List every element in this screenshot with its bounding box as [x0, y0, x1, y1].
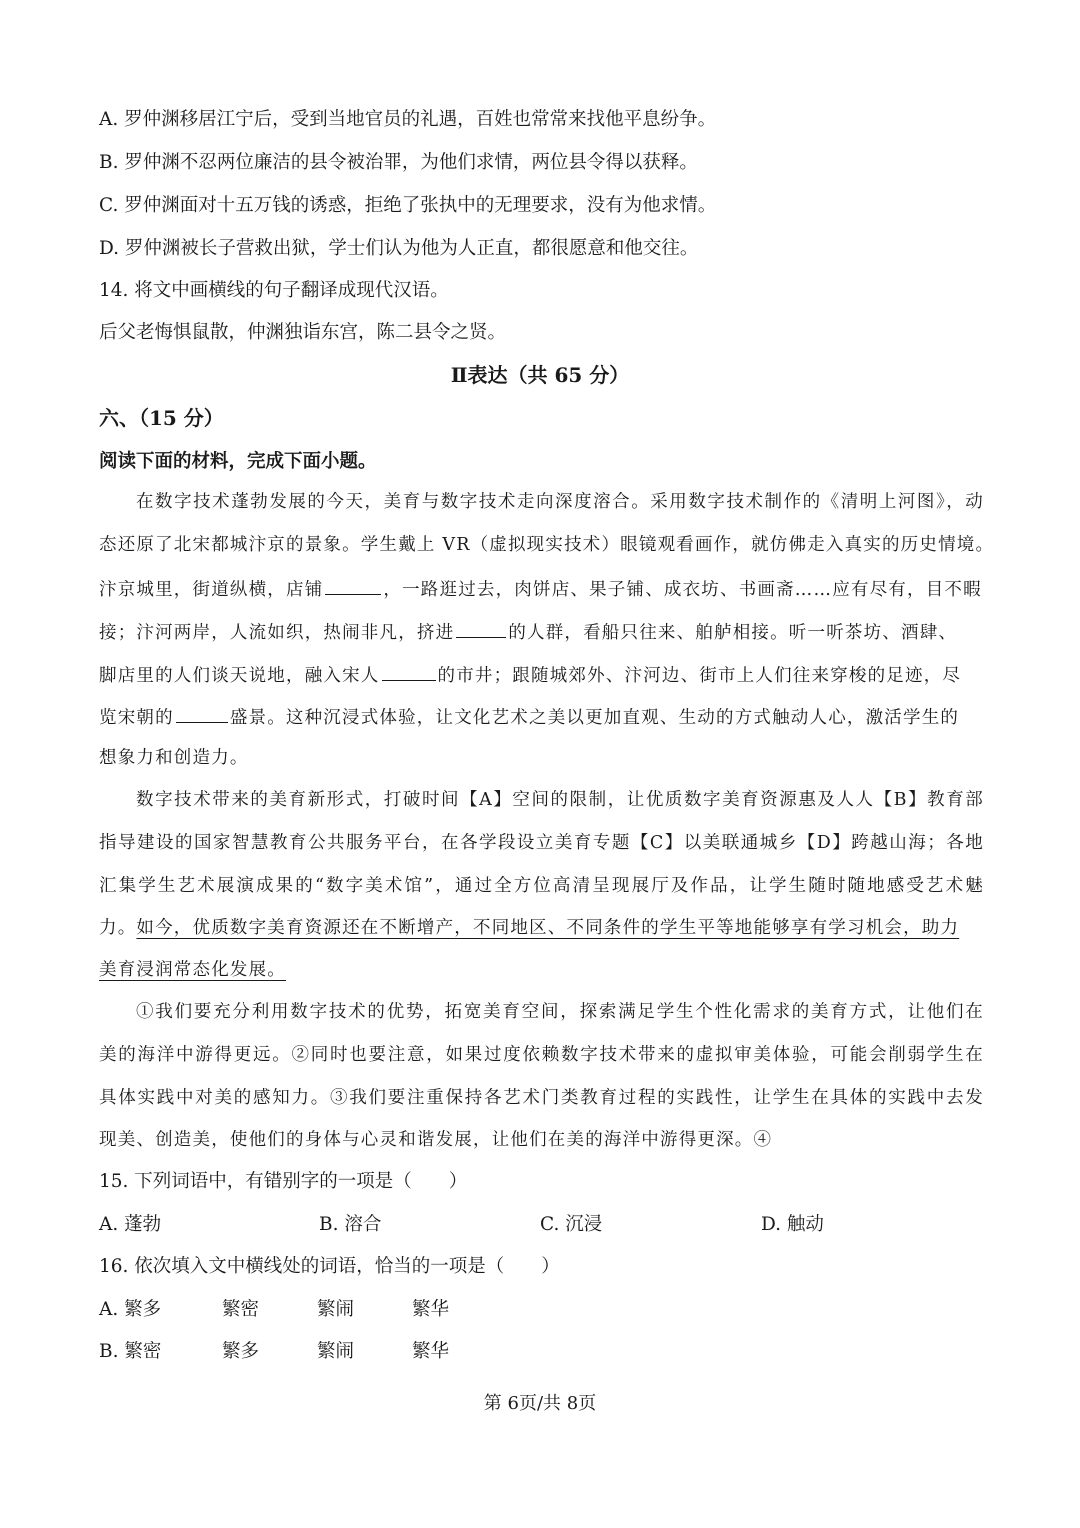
page-footer: 第 6页/共 8页 [483, 1393, 597, 1414]
passage-text: 汴京城里，街道纵横，店铺 [99, 580, 324, 600]
q13-option-d: D. 罗仲渊被长子营救出狱，学士们认为他为人正直，都很愿意和他交往。 [99, 238, 699, 259]
q13-option-a: A. 罗仲渊移居江宁后，受到当地官员的礼遇，百姓也常常来找他平息纷争。 [99, 109, 717, 130]
passage-text: 力。 [99, 918, 137, 938]
part2-title: Ⅱ表达（共 65 分） [450, 363, 630, 387]
q14-prompt: 14. 将文中画横线的句子翻译成现代汉语。 [99, 280, 449, 301]
q13-option-c: C. 罗仲渊面对十五万钱的诱惑，拒绝了张执中的无理要求，没有为他求情。 [99, 195, 717, 216]
q15-option-a: A. 蓬勃 [99, 1214, 162, 1235]
q16-b-word-3: 繁闹 [317, 1341, 355, 1362]
q15-option-d: D. 触动 [761, 1214, 824, 1235]
q15-options [99, 1213, 984, 1237]
underlined-sentence-end: 美育浸润常态化发展。 [99, 960, 286, 980]
passage-p2-line4 [99, 916, 984, 940]
passage-p3-line1: ①我们要充分利用数字技术的优势，拓宽美育空间，探索满足学生个性化需求的美育方式，让他们在 [136, 1002, 984, 1022]
passage-p1-line2: 态还原了北宋都城汴京的景象。学生戴上 VR（虚拟现实技术）眼镜观看画作，就仿佛走入真实的历史情境。 [99, 535, 995, 555]
passage-p1-line7: 想象力和创造力。 [99, 748, 249, 768]
passage-text: 览宋朝的 [99, 708, 174, 728]
passage-p1-line4 [99, 619, 984, 645]
q16-b-word-2: 繁多 [222, 1341, 260, 1362]
passage-p1-line6 [99, 704, 984, 730]
passage-text: 脚店里的人们谈天说地，融入宋人 [99, 666, 380, 686]
q15-option-b: B. 溶合 [319, 1214, 382, 1235]
passage-p2-line2: 指导建设的国家智慧教育公共服务平台，在各学段设立美育专题【C】以美联通城乡【D】跨越山海；各地 [99, 833, 984, 853]
q14-sentence: 后父老悔惧鼠散，仲渊独诣东宫，陈二县令之贤。 [99, 322, 507, 343]
section6-heading: 六、（15 分） [99, 406, 224, 430]
q16-b-word-4: 繁华 [412, 1341, 450, 1362]
q13-option-b: B. 罗仲渊不忍两位廉洁的县令被治罪，为他们求情，两位县令得以获释。 [99, 152, 698, 173]
q16-option-b [99, 1340, 984, 1364]
passage-p3-line3: 具体实践中对美的感知力。③我们要注重保持各艺术门类教育过程的实践性，让学生在具体的实践中去发 [99, 1088, 984, 1108]
section6-instruction: 阅读下面的材料，完成下面小题。 [99, 451, 377, 472]
q16-a-word-2: 繁密 [222, 1299, 260, 1320]
passage-text: ，一路逛过去，肉饼店、果子铺、成衣坊、书画斋……应有尽有，目不暇 [383, 580, 982, 600]
q16-a-word-1: A. 繁多 [99, 1299, 162, 1320]
passage-p2-line3: 汇集学生艺术展演成果的“数字美术馆”，通过全方位高清呈现展厅及作品，让学生随时随地感受艺术魅 [99, 876, 984, 896]
q15-prompt: 15. 下列词语中，有错别字的一项是（ ） [99, 1171, 468, 1192]
q16-option-a [99, 1298, 984, 1322]
passage-text: 接；汴河两岸，人流如织，热闹非凡，挤进 [99, 623, 455, 643]
passage-p3-line2: 美的海洋中游得更远。②同时也要注意，如果过度依赖数字技术带来的虚拟审美体验，可能会削弱学生在 [99, 1045, 984, 1065]
fill-blank-4 [176, 704, 228, 723]
underlined-sentence: 如今，优质数字美育资源还在不断增产，不同地区、不同条件的学生平等地能够享有学习机会，助力 [136, 918, 960, 938]
q16-prompt: 16. 依次填入文中横线处的词语，恰当的一项是（ ） [99, 1256, 560, 1277]
passage-p1-line3 [99, 576, 984, 602]
passage-p1-line5 [99, 662, 984, 688]
passage-p2-line5 [99, 958, 984, 982]
q15-option-c: C. 沉浸 [540, 1214, 603, 1235]
passage-p3-line4: 现美、创造美，使他们的身体与心灵和谐发展，让他们在美的海洋中游得更深。④ [99, 1130, 773, 1150]
q16-a-word-3: 繁闹 [317, 1299, 355, 1320]
passage-p1-line1: 在数字技术蓬勃发展的今天，美育与数字技术走向深度溶合。采用数字技术制作的《清明上河图》，动 [136, 492, 984, 512]
q16-a-word-4: 繁华 [412, 1299, 450, 1320]
fill-blank-1 [325, 576, 381, 595]
passage-text: 盛景。这种沉浸式体验，让文化艺术之美以更加直观、生动的方式触动人心，激活学生的 [229, 708, 960, 728]
fill-blank-3 [382, 662, 436, 681]
fill-blank-2 [456, 619, 506, 638]
passage-text: 的人群，看船只往来、舶舻相接。听一听茶坊、酒肆、 [508, 623, 958, 643]
q16-b-word-1: B. 繁密 [99, 1341, 162, 1362]
passage-text: 的市井；跟随城郊外、汴河边、街市上人们往来穿梭的足迹，尽 [437, 666, 962, 686]
passage-p2-line1: 数字技术带来的美育新形式，打破时间【A】空间的限制，让优质数字美育资源惠及人人【B】教育部 [136, 790, 984, 810]
